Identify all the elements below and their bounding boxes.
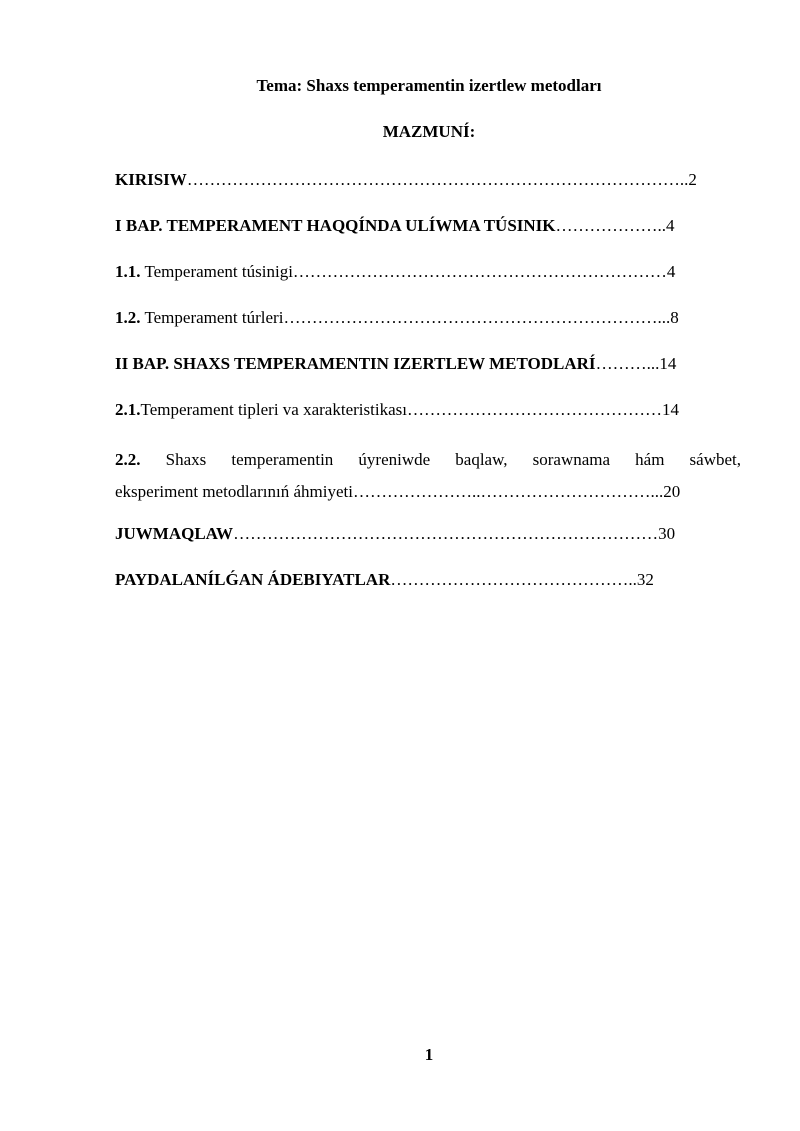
toc-leader-dots: ………... bbox=[595, 354, 660, 373]
toc-entry-title: KIRISIW bbox=[115, 170, 187, 189]
toc-entry-references[interactable] bbox=[115, 568, 741, 592]
toc-entry-title: Temperament túrleri bbox=[140, 308, 284, 327]
toc-section-number: 2.1. bbox=[115, 400, 141, 419]
toc-page-number: 4 bbox=[666, 216, 675, 235]
toc-entry-title-part-1: Shaxs temperamentin úyreniwde baqlaw, sorawnama hám sáwbet, bbox=[140, 450, 741, 469]
toc-page-number: 2 bbox=[688, 170, 697, 189]
toc-leader-dots: …………………………………………………………………………….. bbox=[186, 170, 689, 189]
toc-entry-chapter-2[interactable] bbox=[115, 352, 741, 376]
toc-leader-dots: ……………….. bbox=[555, 216, 667, 235]
toc-entry-kirisiw[interactable] bbox=[115, 168, 741, 192]
toc-section-number: 1.1. bbox=[115, 262, 141, 281]
toc-leader-dots: ………………………………………………………… bbox=[292, 262, 667, 281]
toc-entry-title: Temperament tipleri va xarakteristikası bbox=[140, 400, 407, 419]
document-title: Tema: Shaxs temperamentin izertlew metodları bbox=[256, 76, 602, 95]
toc-entry-1-1[interactable] bbox=[115, 260, 741, 284]
toc-page-number: 8 bbox=[670, 308, 679, 327]
toc-entry-juwmaqlaw[interactable] bbox=[115, 522, 741, 546]
toc-entry-chapter-1[interactable] bbox=[115, 214, 741, 238]
toc-leader-dots: ……………………………………… bbox=[406, 400, 662, 419]
toc-entry-title: PAYDALANÍLǴAN ÁDEBIYATLAR bbox=[115, 570, 391, 589]
toc-page-number: 32 bbox=[636, 570, 654, 589]
toc-leader-dots: …………………………………………………………... bbox=[283, 308, 671, 327]
toc-entry-title: I BAP. TEMPERAMENT HAQQÍNDA ULÍWMA TÚSINIK bbox=[115, 216, 556, 235]
toc-entry-1-2[interactable] bbox=[115, 306, 741, 330]
toc-page-number: 20 bbox=[663, 482, 681, 501]
toc-section-number: 1.2. bbox=[115, 308, 141, 327]
toc-leader-dots: …………………………………….. bbox=[390, 570, 637, 589]
toc-entry-title: II BAP. SHAXS TEMPERAMENTIN IZERTLEW METODLARÍ bbox=[115, 354, 596, 373]
toc-entry-line-2 bbox=[115, 476, 741, 508]
table-of-contents bbox=[115, 168, 741, 614]
toc-entry-2-1[interactable] bbox=[115, 398, 741, 422]
toc-leader-dots: ………………………………………………………………… bbox=[233, 524, 659, 543]
toc-page-number: 14 bbox=[659, 354, 677, 373]
toc-entry-title-part-2: eksperiment metodlarınıń áhmiyeti bbox=[115, 482, 353, 501]
toc-entry-title: JUWMAQLAW bbox=[115, 524, 234, 543]
toc-entry-line-1 bbox=[115, 444, 741, 476]
toc-heading: MAZMUNÍ: bbox=[382, 122, 476, 141]
toc-entry-title: Temperament túsinigi bbox=[140, 262, 293, 281]
toc-page-number: 30 bbox=[658, 524, 676, 543]
toc-section-number: 2.2. bbox=[115, 450, 141, 469]
page-number: 1 bbox=[424, 1045, 434, 1064]
toc-entry-2-2[interactable] bbox=[115, 444, 741, 508]
toc-leader-dots: …………………..…………………………... bbox=[352, 482, 664, 501]
toc-page-number: 14 bbox=[661, 400, 679, 419]
toc-page-number: 4 bbox=[666, 262, 676, 281]
